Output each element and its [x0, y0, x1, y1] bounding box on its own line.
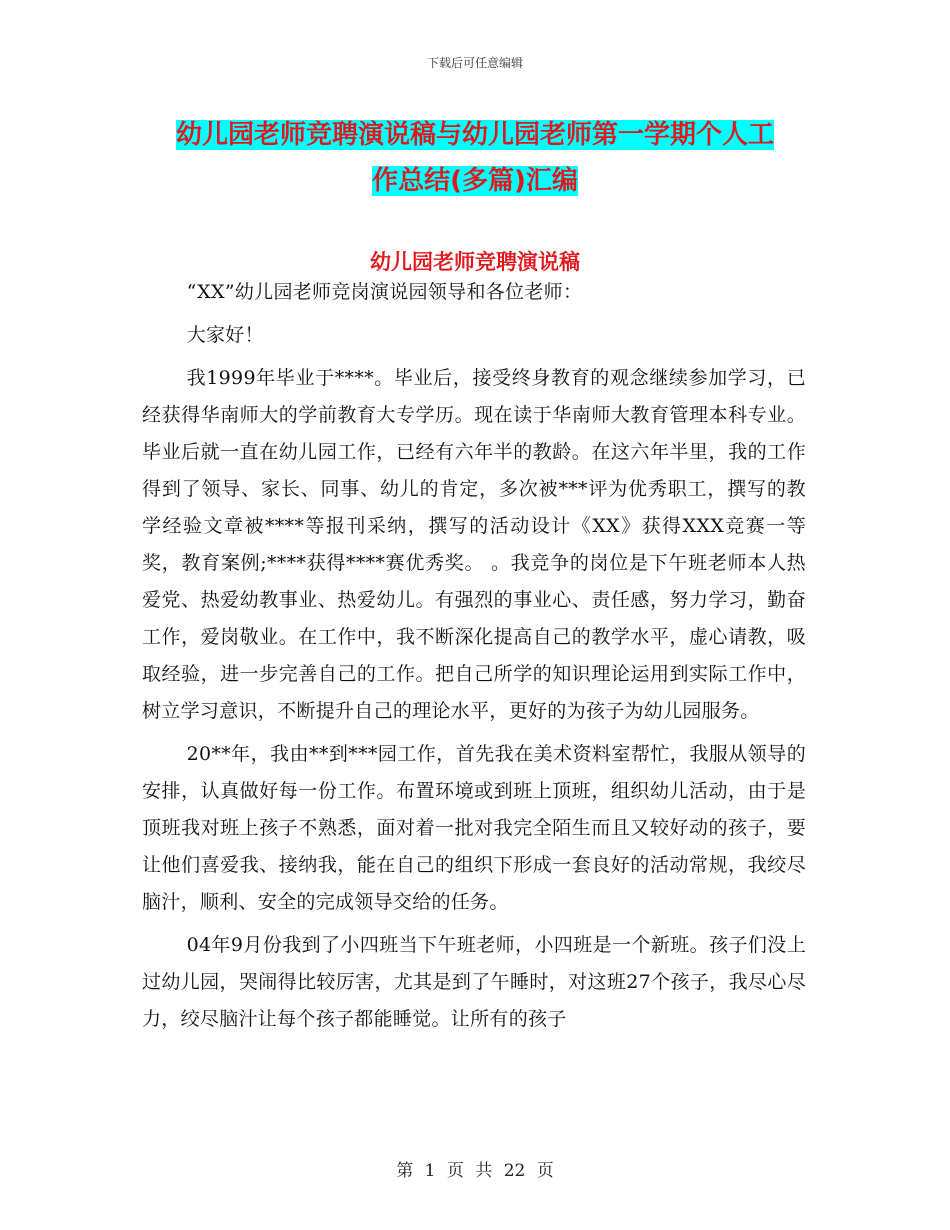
document-title-line-1: 幼儿园老师竞聘演说稿与幼儿园老师第一学期个人工 — [175, 120, 774, 150]
greeting-paragraph: 大家好！ — [186, 324, 264, 346]
page-number-footer: 第 1 页 共 22 页 — [396, 1161, 554, 1181]
document-title-line-2: 作总结(多篇)汇编 — [372, 166, 578, 196]
salutation-paragraph: “XX”幼儿园老师竞岗演说园领导和各位老师： — [186, 281, 583, 303]
body-paragraph: 20**年，我由**到***园工作，首先我在美术资料室帮忙，我服从领导的安排，认真做好每一份工作。布置环境或到班上顶班，组织幼儿活动，由于是顶班我对班上孩子不熟悉，面对着一批对我完全陌生而且又较好动的孩子，要让他们喜爱我、接纳我，能在自己的组织下形成一套良好的活动常规，我绞尽脑汁，顺利、安全的完成领导交给的任务。 — [142, 743, 806, 913]
body-paragraph: 我1999年毕业于****。毕业后，接受终身教育的观念继续参加学习，已经获得华南师大的学前教育大专学历。现在读于华南师大教育管理本科专业。毕业后就一直在幼儿园工作，已经有六年半的教龄。在这六年半里，我的工作得到了领导、家长、同事、幼儿的肯定，多次被***评为优秀职工，撰写的教学经验文章被****等报刊采纳，撰写的活动设计《XX》获得XXX竞赛一等奖，教育案例;****获得****赛优秀奖。 。我竞争的岗位是下午班老师本人热爱党、热爱幼教事业、热爱幼儿。有强烈的事业心、责任感，努力学习，勤奋工作，爱岗敬业。在工作中，我不断深化提高自己的教学水平，虚心请教，吸取经验，进一步完善自己的工作。把自己所学的知识理论运用到实际工作中，树立学习意识，不断提升自己的理论水平，更好的为孩子为幼儿园服务。 — [142, 367, 806, 722]
document-body — [142, 274, 806, 1038]
section-title: 幼儿园老师竞聘演说稿 — [370, 250, 580, 274]
header-note: 下载后可任意编辑 — [426, 56, 523, 70]
document-title — [0, 112, 950, 204]
body-paragraph: 04年9月份我到了小四班当下午班老师，小四班是一个新班。孩子们没上过幼儿园，哭闹得比较厉害，尤其是到了午睡时，对这班27个孩子，我尽心尽力，绞尽脑汁让每个孩子都能睡觉。让所有的孩子 — [142, 934, 806, 1030]
